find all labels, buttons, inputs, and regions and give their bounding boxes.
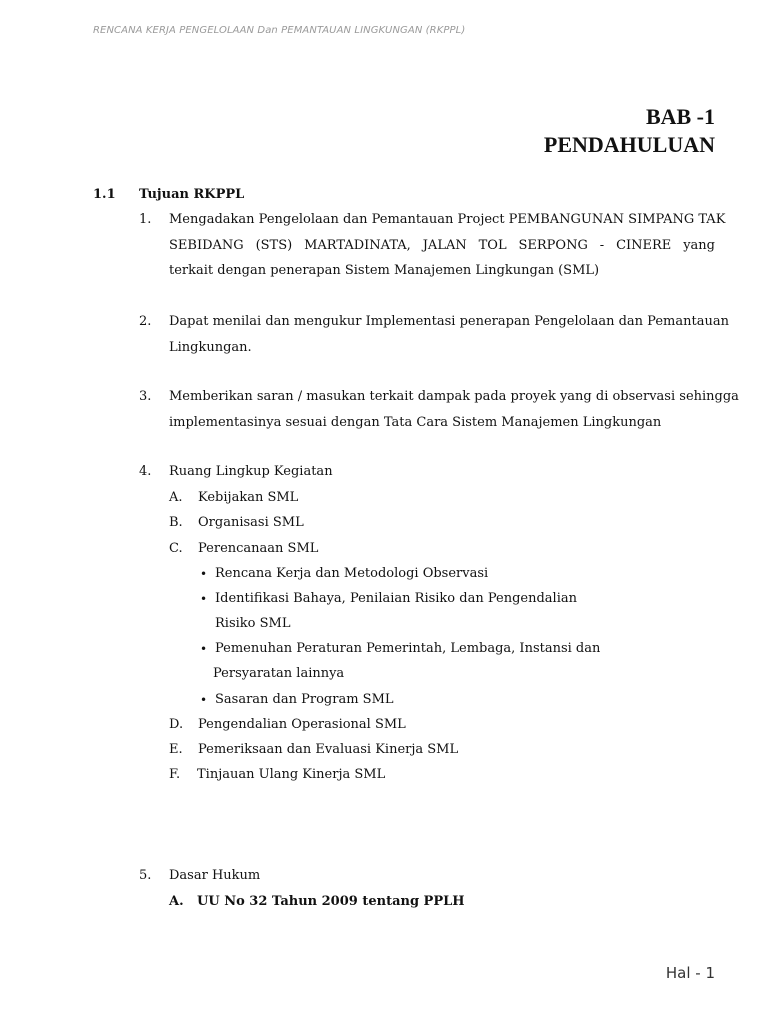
paragraph-line: Dapat menilai dan mengukur Implementasi penerapan Pengelolaan dan Pemantauan [169, 314, 729, 329]
scope-text: Perencanaan SML [198, 541, 319, 556]
bullet-icon: • [200, 592, 208, 606]
item-paragraph [169, 384, 739, 435]
scope-text: Pemeriksaan dan Evaluasi Kinerja SML [198, 742, 459, 757]
bullet-text: Rencana Kerja dan Metodologi Observasi [215, 566, 489, 581]
bullet-icon: • [200, 642, 208, 656]
scope-letter: A. [169, 490, 183, 505]
paragraph-line: SEBIDANG (STS) MARTADINATA, JALAN TOL SERPONG - CINERE yang [169, 237, 715, 253]
scope-letter: B. [169, 515, 183, 530]
chapter-number: BAB -1 [645, 104, 715, 129]
scope-letter: F. [169, 767, 181, 782]
item-number: 4. [139, 464, 152, 479]
chapter-title: PENDAHULUAN [543, 132, 715, 157]
legal-letter: A. [169, 894, 184, 909]
bullet-text: Risiko SML [215, 616, 291, 631]
section-title: Tujuan RKPPL [139, 187, 245, 202]
section-number: 1.1 [93, 187, 116, 202]
paragraph-line: terkait dengan penerapan Sistem Manajemen Lingkungan (SML) [169, 263, 600, 278]
bullet-icon: • [200, 567, 208, 581]
legal-text: UU No 32 Tahun 2009 tentang PPLH [197, 894, 465, 909]
item-label: Ruang Lingkup Kegiatan [169, 464, 333, 479]
page-number: Hal - 1 [665, 964, 715, 982]
paragraph-line: Memberikan saran / masukan terkait dampak pada proyek yang di observasi sehingga [169, 389, 739, 404]
bullet-icon: • [200, 693, 208, 707]
item-paragraph [169, 207, 726, 284]
paragraph-line: implementasinya sesuai dengan Tata Cara Sistem Manajemen Lingkungan [169, 414, 662, 430]
paragraph-line: Lingkungan. [169, 339, 252, 355]
bullet-text: Sasaran dan Program SML [215, 692, 394, 707]
scope-letter: D. [169, 717, 184, 732]
item-label: Dasar Hukum [169, 868, 261, 883]
bullet-text: Persyaratan lainnya [213, 666, 345, 681]
item-number: 1. [139, 212, 152, 227]
paragraph-line: Mengadakan Pengelolaan dan Pemantauan Project PEMBANGUNAN SIMPANG TAK [169, 212, 726, 227]
scope-text: Tinjauan Ulang Kinerja SML [197, 767, 386, 782]
scope-text: Kebijakan SML [198, 490, 299, 505]
scope-letter: E. [169, 742, 183, 757]
item-number: 3. [139, 389, 152, 404]
bullet-text: Identifikasi Bahaya, Penilaian Risiko dan Pengendalian [215, 591, 577, 606]
item-number: 5. [139, 868, 152, 883]
scope-text: Pengendalian Operasional SML [198, 717, 406, 732]
scope-letter: C. [169, 541, 183, 556]
bullet-text: Pemenuhan Peraturan Pemerintah, Lembaga, Instansi dan [215, 641, 601, 656]
item-paragraph [169, 309, 729, 360]
item-number: 2. [139, 314, 152, 329]
running-header: RENCANA KERJA PENGELOLAAN Dan PEMANTAUAN LINGKUNGAN (RKPPL) [93, 25, 466, 36]
scope-text: Organisasi SML [198, 515, 304, 530]
